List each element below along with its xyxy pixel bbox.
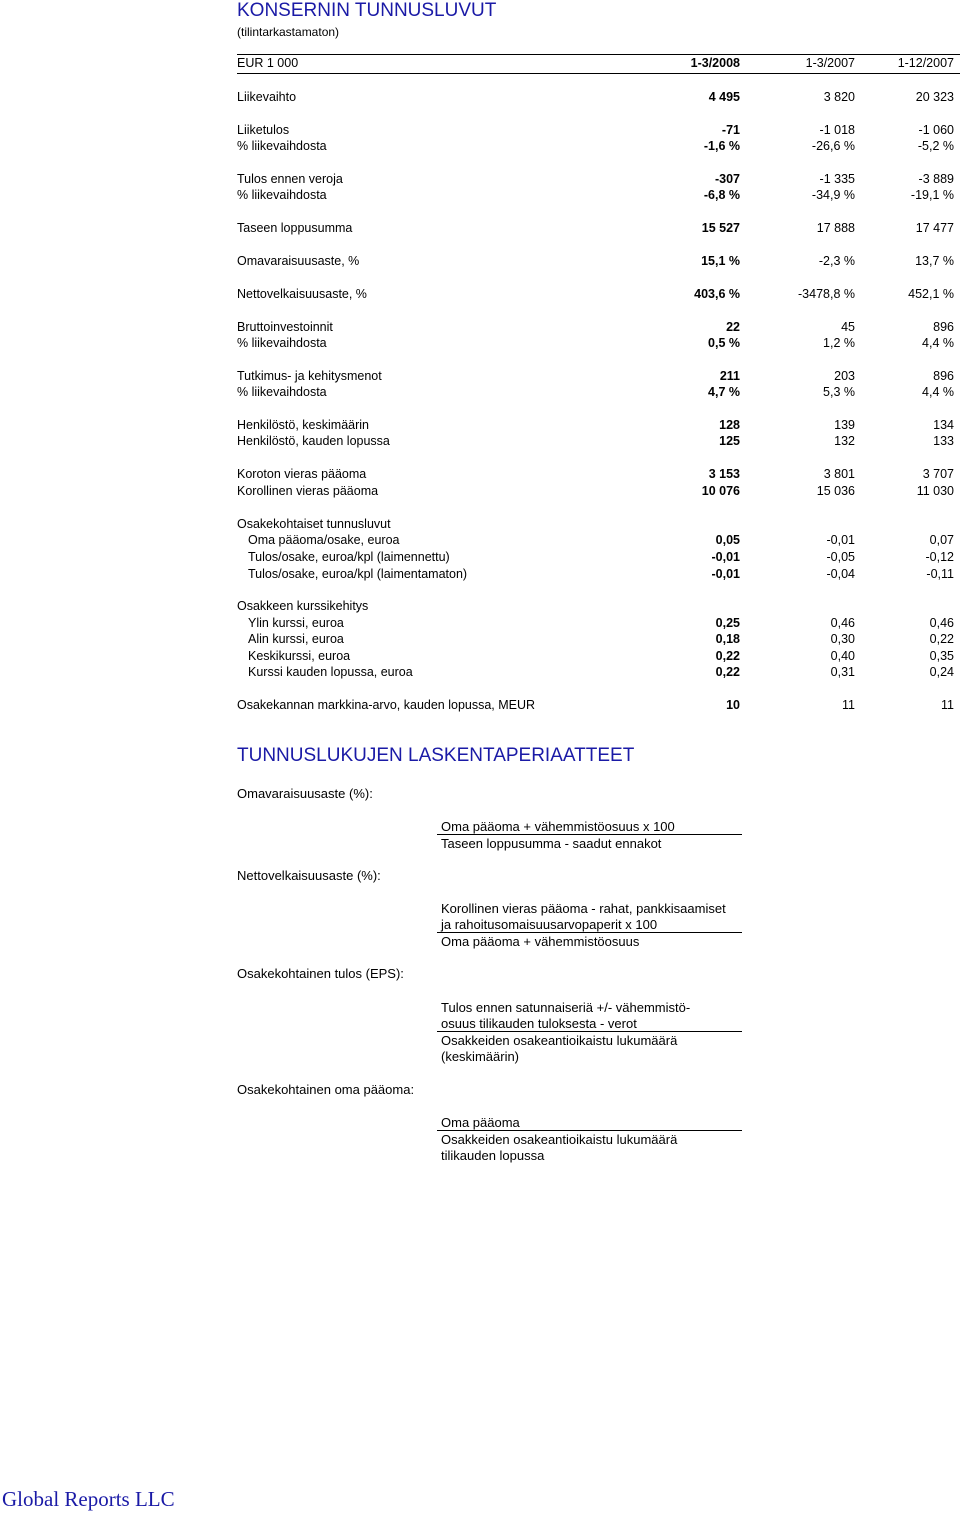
cell-q1-2008: -0,01 bbox=[711, 567, 740, 581]
cell-q1-2007: -3478,8 % bbox=[798, 287, 855, 301]
fraction-bar bbox=[437, 834, 742, 835]
cell-q1-2008: 211 bbox=[719, 369, 740, 383]
table-row bbox=[0, 598, 960, 614]
cell-q1-2008: 15,1 % bbox=[701, 254, 740, 268]
table-row bbox=[0, 549, 960, 565]
cell-fy-2007: 20 323 bbox=[915, 90, 954, 104]
formula-numerator-line: Tulos ennen satunnaiseriä +/- vähemmistö- bbox=[441, 1000, 691, 1015]
cell-q1-2007: -0,01 bbox=[826, 533, 855, 547]
cell-q1-2008: -6,8 % bbox=[703, 188, 740, 202]
cell-q1-2008: 0,18 bbox=[715, 632, 740, 646]
cell-fy-2007: 17 477 bbox=[915, 221, 954, 235]
table-row bbox=[0, 483, 960, 499]
cell-fy-2007: 133 bbox=[933, 434, 954, 448]
cell-q1-2008: 15 527 bbox=[701, 221, 740, 235]
formula-numerator-line: ja rahoitusomaisuusarvopaperit x 100 bbox=[441, 917, 658, 932]
header-col-3: 1-12/2007 bbox=[897, 56, 954, 70]
cell-fy-2007: 0,22 bbox=[929, 632, 954, 646]
formulas-title: TUNNUSLUKUJEN LASKENTAPERIAATTEET bbox=[237, 745, 635, 766]
cell-q1-2008: 4,7 % bbox=[708, 385, 740, 399]
fraction-bar bbox=[437, 1031, 742, 1032]
cell-q1-2007: 0,40 bbox=[830, 649, 855, 663]
table-row bbox=[0, 171, 960, 187]
formula-numerator-line: Korollinen vieras pääoma - rahat, pankkisaamiset bbox=[441, 901, 726, 916]
table-row bbox=[0, 286, 960, 302]
formula-numerator-line: Oma pääoma + vähemmistöosuus x 100 bbox=[441, 819, 675, 834]
table-header-row bbox=[0, 55, 960, 71]
row-label: Tulos/osake, euroa/kpl (laimentamaton) bbox=[248, 567, 468, 581]
cell-fy-2007: 3 707 bbox=[922, 467, 954, 481]
table-row bbox=[0, 615, 960, 631]
cell-fy-2007: 13,7 % bbox=[915, 254, 954, 268]
cell-q1-2008: 0,05 bbox=[715, 533, 740, 547]
table-row bbox=[0, 122, 960, 138]
row-label: % liikevaihdosta bbox=[237, 385, 327, 399]
row-label: Tulos ennen veroja bbox=[237, 172, 343, 186]
footer-brand: Global Reports LLC bbox=[2, 1487, 175, 1511]
cell-fy-2007: 896 bbox=[933, 369, 954, 383]
fraction-bar bbox=[437, 932, 742, 933]
cell-q1-2008: 22 bbox=[726, 320, 740, 334]
cell-q1-2008: 3 153 bbox=[708, 467, 740, 481]
cell-fy-2007: 452,1 % bbox=[908, 287, 954, 301]
cell-q1-2007: 11 bbox=[842, 698, 855, 712]
cell-q1-2007: 0,31 bbox=[830, 665, 855, 679]
row-label: Nettovelkaisuusaste, % bbox=[237, 287, 367, 301]
cell-q1-2008: 0,22 bbox=[715, 649, 740, 663]
row-label: Taseen loppusumma bbox=[237, 221, 353, 235]
cell-q1-2007: -26,6 % bbox=[811, 139, 855, 153]
row-label: Ylin kurssi, euroa bbox=[248, 616, 344, 630]
table-row bbox=[0, 89, 960, 105]
cell-q1-2008: 128 bbox=[719, 418, 740, 432]
formula-numerator-line: Oma pääoma bbox=[441, 1115, 520, 1130]
row-label: Koroton vieras pääoma bbox=[237, 467, 367, 481]
cell-fy-2007: 0,35 bbox=[929, 649, 954, 663]
cell-fy-2007: 896 bbox=[933, 320, 954, 334]
cell-q1-2008: 10 076 bbox=[701, 484, 740, 498]
row-label: Tulos/osake, euroa/kpl (laimennettu) bbox=[248, 550, 450, 564]
row-label: Osakkeen kurssikehitys bbox=[237, 599, 369, 613]
formula-denominator-line: (keskimäärin) bbox=[441, 1049, 520, 1064]
formula-label-equity-per-share: Osakekohtainen oma pääoma: bbox=[237, 1082, 415, 1097]
cell-q1-2007: -0,04 bbox=[826, 567, 855, 581]
row-label: Oma pääoma/osake, euroa bbox=[248, 533, 400, 547]
row-label: % liikevaihdosta bbox=[237, 188, 327, 202]
row-label: Osakekohtaiset tunnusluvut bbox=[237, 517, 391, 531]
row-label: Liiketulos bbox=[237, 123, 290, 137]
cell-q1-2007: 3 801 bbox=[823, 467, 855, 481]
table-row bbox=[0, 631, 960, 647]
cell-q1-2007: 139 bbox=[834, 418, 855, 432]
cell-q1-2008: -307 bbox=[714, 172, 740, 186]
row-label: Omavaraisuusaste, % bbox=[237, 254, 360, 268]
header-col-1: 1-3/2008 bbox=[690, 56, 740, 70]
cell-q1-2008: 403,6 % bbox=[694, 287, 740, 301]
row-label: Korollinen vieras pääoma bbox=[237, 484, 379, 498]
formula-denominator-line: Oma pääoma + vähemmistöosuus bbox=[441, 934, 640, 949]
cell-q1-2008: 125 bbox=[719, 434, 740, 448]
cell-q1-2007: -1 018 bbox=[819, 123, 855, 137]
table-row bbox=[0, 187, 960, 203]
table-row bbox=[0, 368, 960, 384]
table-row bbox=[0, 138, 960, 154]
cell-q1-2007: 17 888 bbox=[816, 221, 855, 235]
table-row bbox=[0, 566, 960, 582]
cell-q1-2007: 203 bbox=[834, 369, 855, 383]
table-row bbox=[0, 335, 960, 351]
formula-numerator-line: osuus tilikauden tuloksesta - verot bbox=[441, 1016, 637, 1031]
table-header-rule bbox=[237, 73, 960, 74]
row-label: Tutkimus- ja kehitysmenot bbox=[237, 369, 382, 383]
cell-fy-2007: 0,46 bbox=[929, 616, 954, 630]
fraction-bar bbox=[437, 1130, 742, 1131]
cell-q1-2007: 45 bbox=[841, 320, 855, 334]
cell-q1-2008: 4 495 bbox=[708, 90, 740, 104]
cell-q1-2008: -0,01 bbox=[711, 550, 740, 564]
table-row bbox=[0, 220, 960, 236]
formula-denominator-line: Taseen loppusumma - saadut ennakot bbox=[441, 836, 662, 851]
cell-q1-2008: 0,25 bbox=[715, 616, 740, 630]
cell-fy-2007: -5,2 % bbox=[917, 139, 954, 153]
cell-fy-2007: 0,07 bbox=[929, 533, 954, 547]
formula-denominator-line: tilikauden lopussa bbox=[441, 1148, 545, 1163]
cell-fy-2007: 11 030 bbox=[916, 484, 954, 498]
cell-q1-2007: -1 335 bbox=[819, 172, 855, 186]
cell-q1-2007: 15 036 bbox=[816, 484, 855, 498]
row-label: Henkilöstö, keskimäärin bbox=[237, 418, 369, 432]
cell-fy-2007: -0,11 bbox=[926, 567, 954, 581]
cell-fy-2007: 11 bbox=[941, 698, 954, 712]
row-label: Henkilöstö, kauden lopussa bbox=[237, 434, 390, 448]
row-label: Osakekannan markkina-arvo, kauden lopussa, MEUR bbox=[237, 698, 536, 712]
table-row bbox=[0, 648, 960, 664]
table-row bbox=[0, 664, 960, 680]
cell-q1-2008: 10 bbox=[726, 698, 740, 712]
report-title: KONSERNIN TUNNUSLUVUT bbox=[237, 0, 497, 21]
cell-q1-2007: 132 bbox=[834, 434, 855, 448]
row-label: Liikevaihto bbox=[237, 90, 297, 104]
cell-q1-2008: 0,22 bbox=[715, 665, 740, 679]
cell-fy-2007: -0,12 bbox=[925, 550, 954, 564]
report-subtitle: (tilintarkastamaton) bbox=[237, 25, 340, 39]
formula-label-eps: Osakekohtainen tulos (EPS): bbox=[237, 966, 404, 981]
cell-q1-2007: -0,05 bbox=[826, 550, 855, 564]
cell-fy-2007: 134 bbox=[933, 418, 954, 432]
header-label: EUR 1 000 bbox=[237, 56, 299, 70]
table-row bbox=[0, 253, 960, 269]
cell-q1-2007: 0,46 bbox=[830, 616, 855, 630]
row-label: Keskikurssi, euroa bbox=[248, 649, 351, 663]
header-col-2: 1-3/2007 bbox=[805, 56, 855, 70]
row-label: % liikevaihdosta bbox=[237, 139, 327, 153]
cell-fy-2007: -3 889 bbox=[918, 172, 954, 186]
table-row bbox=[0, 516, 960, 532]
row-label: % liikevaihdosta bbox=[237, 336, 327, 350]
cell-q1-2008: 0,5 % bbox=[708, 336, 740, 350]
cell-fy-2007: 4,4 % bbox=[922, 336, 954, 350]
table-row bbox=[0, 466, 960, 482]
cell-q1-2008: -1,6 % bbox=[703, 139, 740, 153]
row-label: Bruttoinvestoinnit bbox=[237, 320, 333, 334]
table-row bbox=[0, 697, 960, 713]
formula-denominator-line: Osakkeiden osakeantioikaistu lukumäärä bbox=[441, 1033, 678, 1048]
formula-label-equity-ratio: Omavaraisuusaste (%): bbox=[237, 786, 373, 801]
cell-fy-2007: -1 060 bbox=[918, 123, 954, 137]
cell-q1-2007: -34,9 % bbox=[811, 188, 855, 202]
formula-denominator-line: Osakkeiden osakeantioikaistu lukumäärä bbox=[441, 1132, 678, 1147]
cell-q1-2007: 1,2 % bbox=[823, 336, 855, 350]
row-label: Kurssi kauden lopussa, euroa bbox=[248, 665, 413, 679]
table-row bbox=[0, 433, 960, 449]
formula-label-gearing: Nettovelkaisuusaste (%): bbox=[237, 868, 381, 883]
cell-q1-2007: 5,3 % bbox=[823, 385, 855, 399]
cell-q1-2007: 3 820 bbox=[823, 90, 855, 104]
cell-q1-2007: -2,3 % bbox=[818, 254, 855, 268]
cell-fy-2007: 4,4 % bbox=[922, 385, 954, 399]
table-row bbox=[0, 319, 960, 335]
cell-fy-2007: -19,1 % bbox=[910, 188, 954, 202]
table-row bbox=[0, 417, 960, 433]
cell-q1-2007: 0,30 bbox=[830, 632, 855, 646]
cell-q1-2008: -71 bbox=[721, 123, 740, 137]
cell-fy-2007: 0,24 bbox=[929, 665, 954, 679]
row-label: Alin kurssi, euroa bbox=[248, 632, 344, 646]
table-row bbox=[0, 384, 960, 400]
table-row bbox=[0, 532, 960, 548]
